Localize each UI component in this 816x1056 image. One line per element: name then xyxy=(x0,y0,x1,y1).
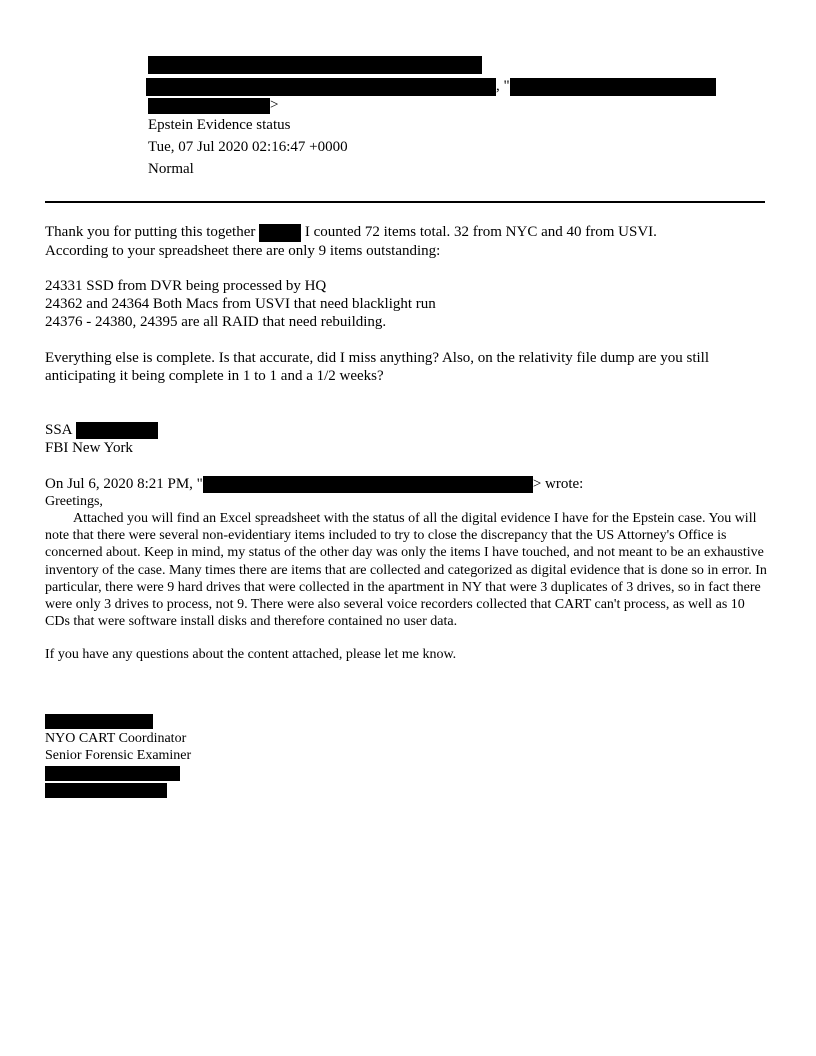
redaction-box xyxy=(148,98,270,114)
sig2-title2: Senior Forensic Examiner xyxy=(45,748,192,764)
redaction-box xyxy=(45,766,180,781)
signature-block xyxy=(45,421,770,457)
p1-text-a: Thank you for putting this together xyxy=(45,224,256,240)
redaction-box xyxy=(76,422,158,439)
redaction-box xyxy=(203,476,533,493)
redaction-box xyxy=(45,714,153,729)
importance-value: Normal xyxy=(148,161,194,177)
list-item: 24376 - 24380, 24395 are all RAID that need rebuilding. xyxy=(45,314,387,330)
redaction-box xyxy=(148,56,482,74)
quote-paragraph: Attached you will find an Excel spreadsheet with the status of all the digital evidence I have for the Epstein case. You will note that there were several non-evidentiary items included to try to close the discrepancy that the US Attorney's Office is concerned about. Keep in mind, my status of the other day was only the items I have touched, and not meant to be an exhaustive inventory of the case. Many times there are items that are collected and categorized as digital evidence that is done so in error. In particular, there were 9 hard drives that were collected in the apartment in NY that were 3 duplicates of 3 drives, so in fact there were only 3 drives to process, not 9. There were also several voice recorders collected that CART can't process, as well as 10 CDs that were software install disks and therefore contained no user data. xyxy=(45,511,767,630)
to-value xyxy=(146,76,716,96)
quote-closing: If you have any questions about the content attached, please let me know. xyxy=(45,647,457,662)
quote-intro xyxy=(45,475,770,493)
redaction-box xyxy=(510,78,716,96)
to-value-cont xyxy=(148,95,278,115)
p1-text-b: I counted 72 items total. 32 from NYC and 40 from USVI. xyxy=(301,224,657,240)
signature-block-2 xyxy=(45,713,770,798)
list-item: 24362 and 24364 Both Macs from USVI that need blacklight run xyxy=(45,296,436,312)
date-value: Tue, 07 Jul 2020 02:16:47 +0000 xyxy=(148,139,348,155)
body-paragraph-1 xyxy=(45,223,770,260)
redaction-box xyxy=(146,78,496,96)
outstanding-list xyxy=(45,277,770,331)
list-item: 24331 SSD from DVR being processed by HQ xyxy=(45,278,327,294)
sig-ssa: SSA xyxy=(45,422,73,438)
sig-office: FBI New York xyxy=(45,440,133,457)
p1-text-c: According to your spreadsheet there are only 9 items outstanding: xyxy=(45,242,441,259)
redaction-box xyxy=(259,224,301,242)
to-separator: , " xyxy=(496,78,510,94)
quote-intro-a: On Jul 6, 2020 8:21 PM, " xyxy=(45,476,203,492)
quote-greeting: Greetings, xyxy=(45,494,103,509)
header-divider xyxy=(45,201,765,203)
to-end: > xyxy=(270,97,279,113)
sig2-title1: NYO CART Coordinator xyxy=(45,731,187,746)
body-paragraph-2: Everything else is complete. Is that accurate, did I miss anything? Also, on the relativity file dump are you still anticipating it being complete in 1 to 1 and a 1/2 weeks? xyxy=(45,350,710,384)
quote-intro-b: > wrote: xyxy=(532,476,584,492)
from-value xyxy=(148,54,482,74)
redaction-box xyxy=(45,783,167,798)
subject-value: Epstein Evidence status xyxy=(148,117,291,133)
